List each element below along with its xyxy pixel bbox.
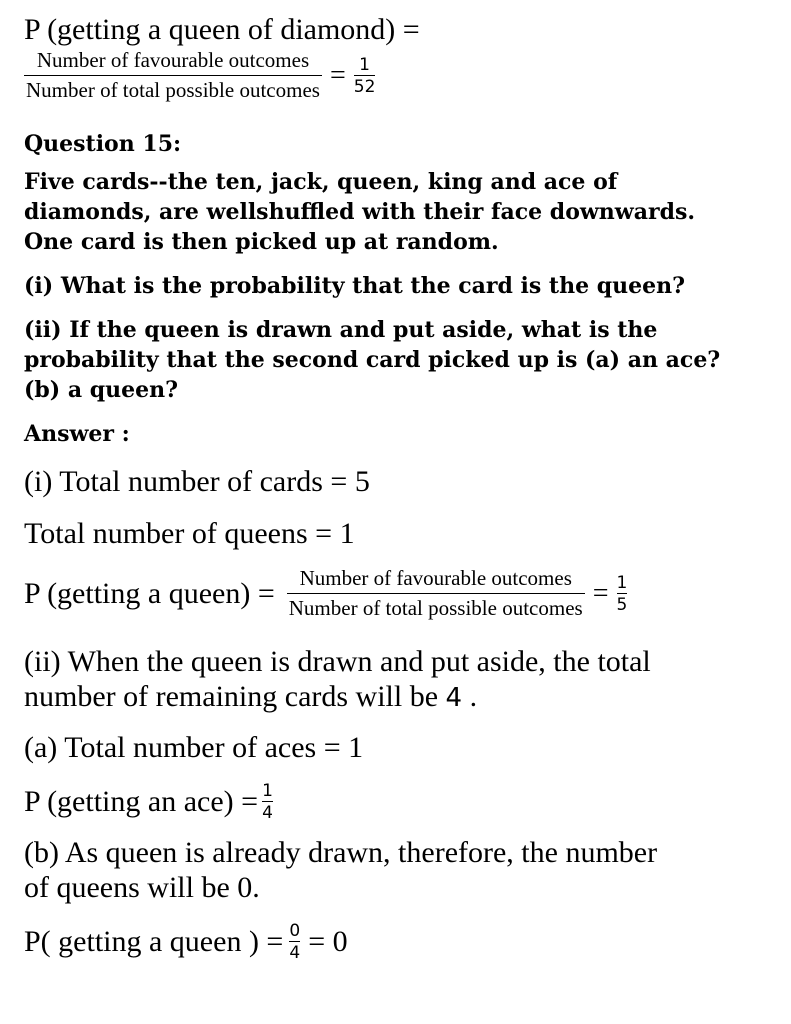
question-part-ii-line-2: probability that the second card picked up is (a) an ace? bbox=[24, 347, 721, 373]
answer-a-value-fraction bbox=[262, 781, 273, 823]
answer-a-total-aces: (a) Total number of aces = 1 bbox=[24, 731, 364, 764]
answer-ii-line-2-period: . bbox=[469, 680, 478, 713]
answer-i-probability-label: P (getting a queen) = bbox=[24, 576, 275, 610]
top-equals-sign: = bbox=[329, 59, 346, 91]
answer-i-probability-row bbox=[24, 566, 627, 621]
top-value-fraction bbox=[354, 55, 376, 97]
answer-i-value-denominator: 5 bbox=[616, 594, 628, 615]
answer-i-value-fraction bbox=[617, 573, 628, 615]
question-text-line-1: Five cards--the ten, jack, queen, king and ace of bbox=[24, 169, 618, 195]
answer-b-result: = 0 bbox=[308, 925, 348, 958]
question-heading: Question 15: bbox=[24, 131, 182, 157]
top-probability-label: P (getting a queen of diamond) = bbox=[24, 13, 420, 46]
question-text-line-3: One card is then picked up at random. bbox=[24, 229, 499, 255]
answer-a-probability-row bbox=[24, 781, 273, 823]
answer-i-outcomes-fraction bbox=[287, 566, 585, 621]
answer-ii-line-2-text: number of remaining cards will be bbox=[24, 680, 439, 713]
answer-i-value-numerator: 1 bbox=[616, 572, 628, 593]
answer-i-total-queens: Total number of queens = 1 bbox=[24, 517, 355, 550]
answer-b-probability-row bbox=[24, 921, 348, 963]
answer-i-total-cards: (i) Total number of cards = 5 bbox=[24, 465, 370, 498]
top-value-denominator: 52 bbox=[353, 76, 376, 97]
top-fraction-numerator: Number of favourable outcomes bbox=[36, 48, 310, 72]
question-part-i: (i) What is the probability that the card is the queen? bbox=[24, 273, 685, 299]
top-probability-fraction-row bbox=[24, 48, 375, 103]
answer-b-line-1: (b) As queen is already drawn, therefore, the number bbox=[24, 836, 658, 869]
answer-ii-remaining-count: 4 bbox=[445, 683, 463, 713]
answer-ii-line-1: (ii) When the queen is drawn and put aside, the total bbox=[24, 645, 651, 678]
answer-i-fraction-numerator: Number of favourable outcomes bbox=[299, 566, 572, 590]
top-outcomes-fraction bbox=[24, 48, 322, 103]
answer-b-value-fraction bbox=[289, 921, 300, 963]
answer-b-line-2: of queens will be 0. bbox=[24, 871, 260, 904]
answer-b-value-denominator: 4 bbox=[289, 943, 301, 963]
answer-i-fraction-denominator: Number of total possible outcomes bbox=[287, 593, 585, 621]
answer-a-probability-label: P (getting an ace) = bbox=[24, 785, 259, 818]
question-text-line-2: diamonds, are wellshuffled with their face downwards. bbox=[24, 199, 696, 225]
answer-heading: Answer : bbox=[24, 421, 130, 447]
answer-b-probability-label: P( getting a queen ) = bbox=[24, 925, 284, 958]
answer-a-value-numerator: 1 bbox=[262, 781, 273, 801]
top-fraction-denominator: Number of total possible outcomes bbox=[24, 75, 322, 103]
answer-b-value-numerator: 0 bbox=[289, 921, 301, 941]
question-part-ii-line-1: (ii) If the queen is drawn and put aside, what is the bbox=[24, 317, 658, 343]
top-value-numerator: 1 bbox=[359, 54, 370, 75]
question-part-ii-line-3: (b) a queen? bbox=[24, 377, 179, 403]
answer-i-equals-sign: = bbox=[592, 577, 609, 609]
answer-ii-line-2 bbox=[24, 679, 477, 716]
answer-a-value-denominator: 4 bbox=[262, 803, 273, 823]
